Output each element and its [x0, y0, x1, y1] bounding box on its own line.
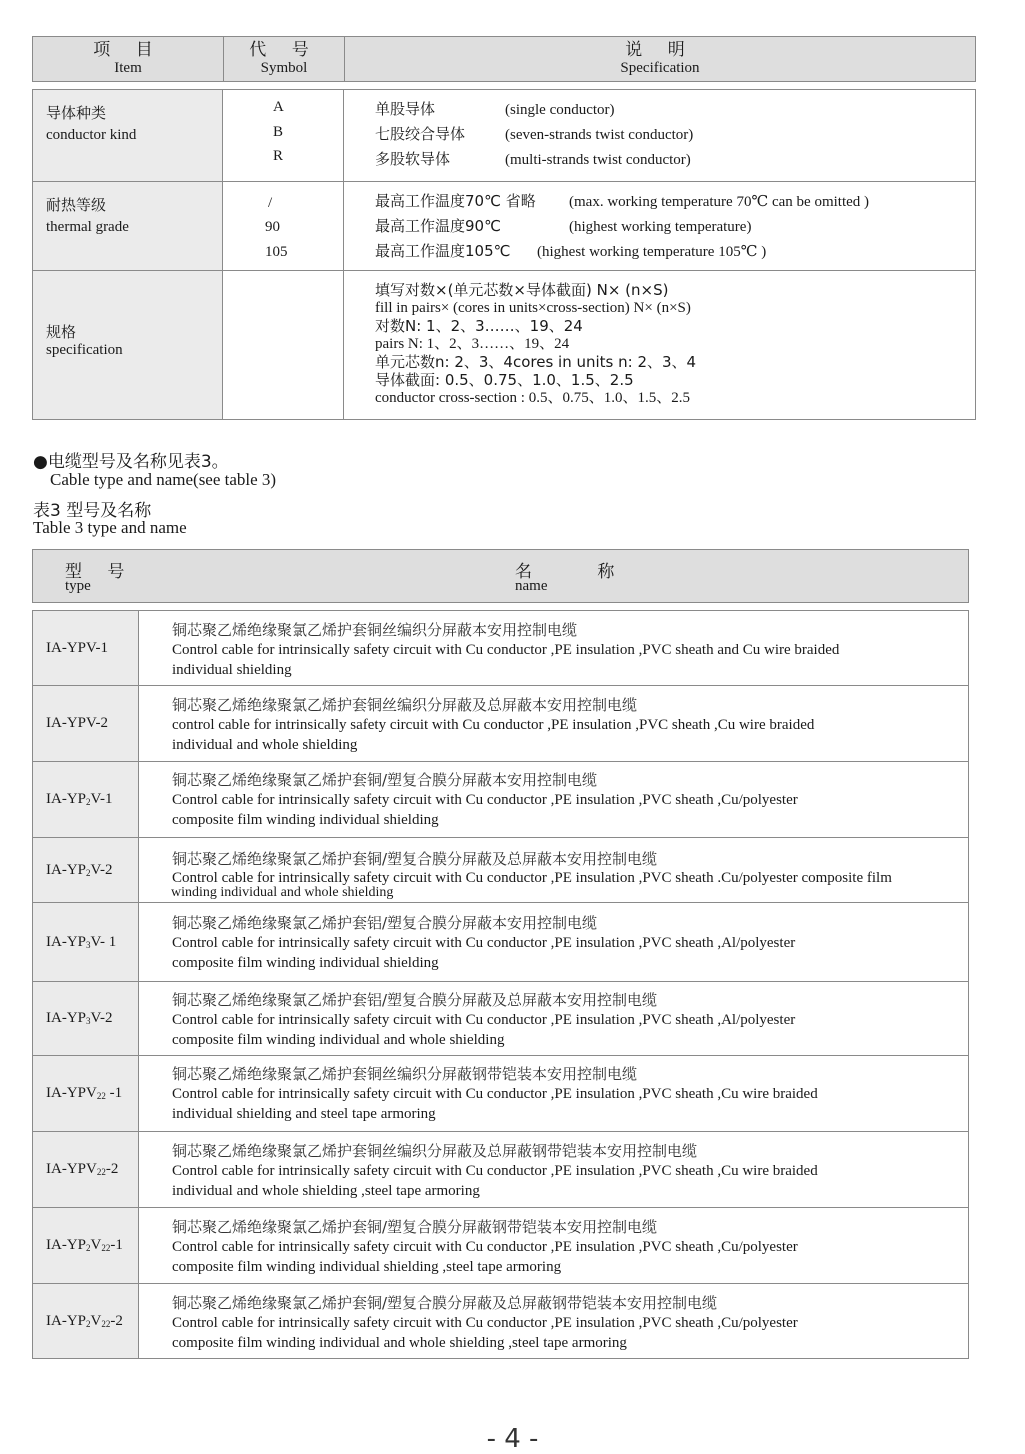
- table-row: [33, 1056, 968, 1131]
- table3-title-en: Table 3 type and name: [33, 518, 187, 537]
- type-cell: $IA-YP_2V-2$: [33, 838, 139, 902]
- symbol-cell: [223, 271, 344, 419]
- type-cell: $IA-YPV_{22}-2$: [33, 1132, 139, 1207]
- header-name-cn: 名 称: [515, 562, 645, 582]
- name-cell: 铜芯聚乙烯绝缘聚氯乙烯护套铜/塑复合膜分屏蔽钢带铠装本安用控制电缆 Control cable for intrinsically safety circuit with Cu conductor ,PE insulation ,PVC sheath ,Cu/polyester composite film winding individual shielding ,steel tape armoring: [172, 1218, 798, 1275]
- cable-type-note-cn: ●电缆型号及名称见表3。: [33, 452, 229, 472]
- header-type-en: type: [65, 578, 91, 594]
- item-cell: 规格 specification: [33, 271, 223, 419]
- table1-body: [32, 89, 976, 420]
- name-cell: 铜芯聚乙烯绝缘聚氯乙烯护套铜丝编织分屏蔽钢带铠装本安用控制电缆 Control cable for intrinsically safety circuit with Cu conductor ,PE insulation ,PVC sheath ,Cu wire braided individual shielding and steel tape armoring: [172, 1065, 818, 1122]
- page-number: - 4 -: [486, 1424, 539, 1454]
- type-cell: $IA-YPV_{22}$ -1: [33, 1056, 139, 1131]
- name-cell: 铜芯聚乙烯绝缘聚氯乙烯护套铝/塑复合膜分屏蔽本安用控制电缆 Control cable for intrinsically safety circuit with Cu conductor ,PE insulation ,PVC sheath ,Al/polyester composite film winding individual shielding: [172, 914, 796, 971]
- table-row: [33, 611, 968, 685]
- type-cell: IA-YPV-2: [33, 686, 139, 761]
- name-cell: 铜芯聚乙烯绝缘聚氯乙烯护套铜丝编织分屏蔽及总屏蔽钢带铠装本安用控制电缆 Control cable for intrinsically safety circuit with Cu conductor ,PE insulation ,PVC sheath ,Cu wire braided individual and whole shielding ,steel tape armoring: [172, 1142, 818, 1199]
- name-cell: 铜芯聚乙烯绝缘聚氯乙烯护套铜/塑复合膜分屏蔽及总屏蔽本安用控制电缆 Control cable for intrinsically safety circuit with Cu conductor ,PE insulation ,PVC sheath .Cu/polyester composite film winding individual and whole shielding: [171, 850, 892, 900]
- type-cell: $IA-YP_2V_{22}-1$: [33, 1208, 139, 1283]
- table3-body: [32, 610, 969, 1359]
- spec-cell: 单股导体 (single conductor) 七股绞合导体 (seven-strands twist conductor) 多股软导体 (multi-strands twist conductor): [375, 100, 694, 168]
- spec-cell: 最高工作温度70℃ 省略 (max. working temperature 70℃ can be omitted ) 最高工作温度90℃ (highest working temperature) 最高工作温度105℃ (highest working temperature 105℃ ): [375, 192, 870, 260]
- table3-title-cn: 表3 型号及名称: [33, 501, 152, 521]
- table-row: [33, 90, 975, 181]
- table-row: [33, 838, 968, 902]
- name-cell: 铜芯聚乙烯绝缘聚氯乙烯护套铜/塑复合膜分屏蔽及总屏蔽钢带铠装本安用控制电缆 Control cable for intrinsically safety circuit with Cu conductor ,PE insulation ,PVC sheath ,Cu/polyester composite film winding individual and whole shielding ,steel tape armoring: [172, 1294, 798, 1351]
- table-row: [33, 686, 968, 761]
- cable-type-note-en: Cable type and name(see table 3): [50, 470, 277, 489]
- name-cell: 铜芯聚乙烯绝缘聚氯乙烯护套铜丝编织分屏蔽及总屏蔽本安用控制电缆 control cable for intrinsically safety circuit with Cu conductor ,PE insulation ,PVC sheath ,Cu wire braided individual and whole shielding: [172, 696, 815, 753]
- type-cell: IA-YPV-1: [33, 611, 139, 685]
- header-specification: 说 明 Specification: [620, 40, 700, 76]
- type-cell: $IA-YP_2V-1$: [33, 762, 139, 837]
- type-cell: $IA-YP_3V-2$: [33, 982, 139, 1055]
- symbol-cell: A B R: [223, 90, 344, 181]
- name-cell: 铜芯聚乙烯绝缘聚氯乙烯护套铝/塑复合膜分屏蔽及总屏蔽本安用控制电缆 Control cable for intrinsically safety circuit with Cu conductor ,PE insulation ,PVC sheath ,Al/polyester composite film winding individual and whole shielding: [172, 991, 796, 1048]
- item-cell: 导体种类 conductor kind: [33, 90, 223, 181]
- name-cell: 铜芯聚乙烯绝缘聚氯乙烯护套铜/塑复合膜分屏蔽本安用控制电缆 Control cable for intrinsically safety circuit with Cu conductor ,PE insulation ,PVC sheath ,Cu/polyester composite film winding individual shielding: [172, 771, 798, 828]
- header-type-cn: 型 号: [65, 562, 135, 582]
- table-row: [33, 762, 968, 837]
- item-cell: 耐热等级 thermal grade: [33, 182, 223, 270]
- table-row: [33, 1284, 968, 1358]
- type-cell: $IA-YP_3V-$ 1: [33, 903, 139, 981]
- type-cell: $IA-YP_2V_{22}-2$: [33, 1284, 139, 1358]
- header-name-en: name: [515, 578, 548, 594]
- header-item: 项 目 Item: [93, 40, 163, 76]
- table-row: [33, 903, 968, 981]
- spec-cell: 填写对数×(单元芯数×导体截面) N× (n×S) fill in pairs× (cores in units×cross-section) N× (n×S) 对数N: 1、2、3……、19、24 pairs N: 1、2、3……、19、24 单元芯数n: 2、3、4cores in units n: 2、3、4 导体截面: 0.5、0.75、1.0、1.5、2.5 conductor cross-section : 0.5、0.75、1.0、1.5、2.5: [375, 281, 697, 406]
- table3-header: [32, 549, 969, 603]
- table-row: [33, 182, 975, 270]
- symbol-cell: / 90 105: [223, 182, 344, 270]
- table-row: [33, 1208, 968, 1283]
- header-symbol: 代 号 Symbol: [249, 40, 319, 76]
- table-row: [33, 1132, 968, 1207]
- name-cell: 铜芯聚乙烯绝缘聚氯乙烯护套铜丝编织分屏蔽本安用控制电缆 Control cable for intrinsically safety circuit with Cu conductor ,PE insulation ,PVC sheath and Cu wire braided individual shielding: [172, 621, 840, 678]
- table-row: [33, 982, 968, 1055]
- table1-header: [32, 36, 976, 82]
- table-row: [33, 271, 975, 419]
